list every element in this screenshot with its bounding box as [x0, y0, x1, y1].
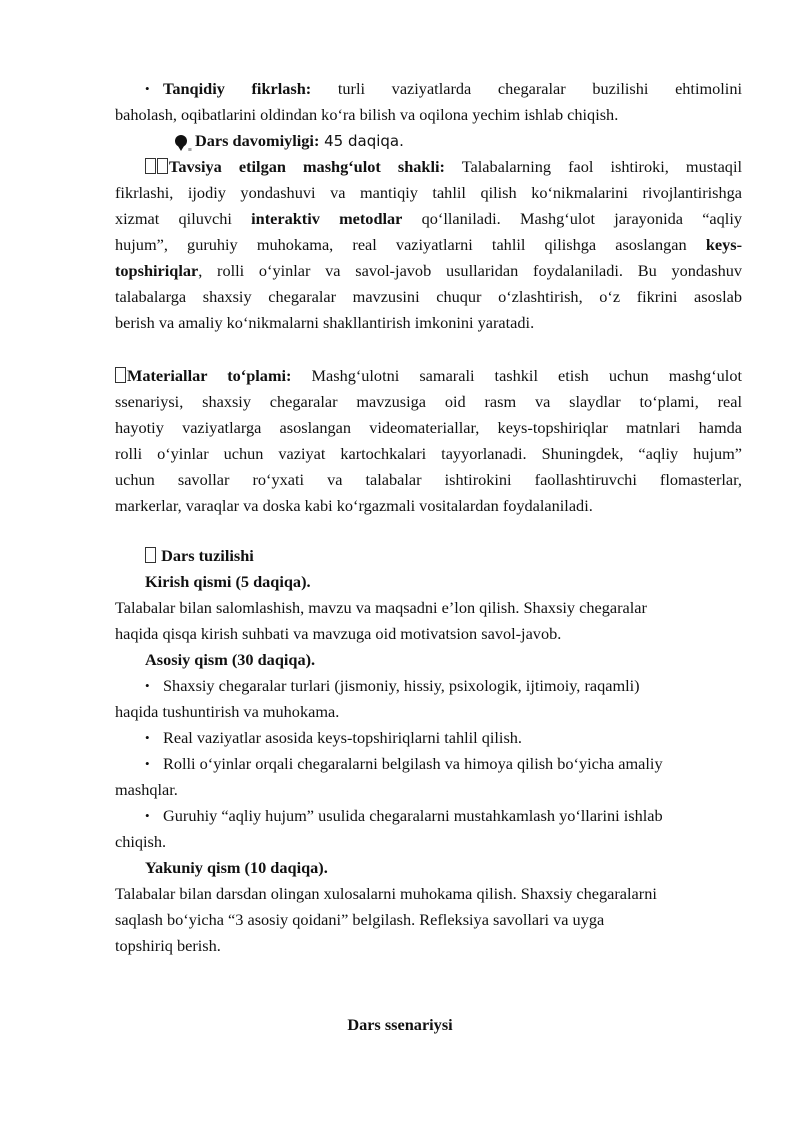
dars-davomiyligi-line	[145, 128, 772, 154]
yakuniy-heading: Yakuniy qism (10 daqiqa).	[145, 858, 328, 877]
missing-glyph-icon	[157, 158, 168, 174]
list-item: • Real vaziyatlar asosida keys-topshiriqlarni tahlil qilish.	[115, 725, 742, 751]
kirish-heading: Kirish qismi (5 daqiqa).	[145, 572, 311, 591]
bullet-icon: •	[145, 81, 150, 96]
tanqidiy-text-2: baholash, oqibatlarini oldindan ko‘ra bilish va oqilona yechim ishlab chiqish.	[115, 105, 619, 124]
missing-glyph-icon	[145, 547, 156, 563]
list-item: • Rolli o‘yinlar orqali chegaralarni belgilash va himoya qilish bo‘yicha amaliy	[115, 751, 742, 777]
tuzilish-heading: Dars tuzilishi	[115, 543, 742, 569]
materiallar-label: Materiallar to‘plami:	[127, 366, 292, 385]
bullet-icon: •	[145, 730, 150, 745]
dars-tuzilishi-section: Dars tuzilishi Kirish qismi (5 daqiqa). Talabalar bilan salomlashish, mavzu va maqsadni e’lon qilish. Shaxsiy chegaralar haqida qisqa kirish suhbati va mavzuga oid motivatsion savol-javob. Asosiy qism (30 daqiqa). • Shaxsiy chegaralar turlari (jismoniy, hissiy, psixologik, ijtimoiy, raqamli) haqida tushuntirish va muhokama. • Real vaziyatlar asosida keys-topshiriqlarni tahlil qilish. • Rolli o‘yinlar orqali chegaralarni belgilash va himoya qilish bo‘yicha amaliy mashqlar. • Guruhiy “aqliy hujum” usulida chegaralarni mustahkamlash yo‘llarini ishlab chiqish. Yakuniy qism (10 daqiqa). Talabalar bilan darsdan olingan xulosalarni muhokama qilish. Shaxsiy chegaralarni saqlash bo‘yicha “3 asosiy qoidani” belgilash. Refleksiya savollari va uyga topshiriq berish.	[115, 543, 742, 959]
bullet-icon: •	[145, 678, 150, 693]
tavsiya-label: Tavsiya etilgan mashg‘ulot shakli:	[169, 157, 445, 176]
davomiylik-label: Dars davomiyligi:	[195, 131, 320, 150]
list-item: • Shaxsiy chegaralar turlari (jismoniy, hissiy, psixologik, ijtimoiy, raqamli)	[115, 673, 742, 699]
list-item: • Guruhiy “aqliy hujum” usulida chegaralarni mustahkamlash yo‘llarini ishlab	[115, 803, 742, 829]
missing-glyph-icon	[115, 367, 126, 383]
asosiy-heading: Asosiy qism (30 daqiqa).	[145, 650, 316, 669]
tanqidiy-label: Tanqidiy fikrlash:	[163, 79, 312, 98]
tanqidiy-fikrlash-paragraph	[115, 76, 742, 128]
tavsiya-paragraph: Tavsiya etilgan mashg‘ulot shakli: Talabalarning faol ishtiroki, mustaqil fikrlashi, ijodiy yondashuvi va mantiqiy tahlil qilish ko‘nikmalarini rivojlantirishga xizmat qiluvchi interaktiv metodlar qo‘llaniladi. Mashg‘ulot jarayonida “aqliy hujum”, guruhiy muhokama, real vaziyatlarni tahlil qilishga asoslangan keys- topshiriqlar, rolli o‘yinlar va savol-javob usullaridan foydalaniladi. Bu yondashuv talabalarga shaxsiy chegaralar mavzusini chuqur o‘zlashtirish, o‘z fikrini asoslab berish va amaliy ko‘nikmalarni shakllantirish imkonini yaratadi.	[115, 157, 742, 332]
materiallar-paragraph: Materiallar to‘plami: Mashg‘ulotni samarali tashkil etish uchun mashg‘ulot ssenariysi, shaxsiy chegaralar mavzusiga oid rasm va slaydlar to‘plami, real hayotiy vaziyatlarga asoslangan videomateriallar, keys-topshiriqlar matnlari hamda rolli o‘yinlar uchun vaziyat kartochkalari tayyorlanadi. Shuningdek, “aqliy hujum” uchun savollar ro‘yxati va talabalar ishtirokini faollashtiruvchi flomasterlar, markerlar, varaqlar va doska kabi ko‘rgazmali vositalardan foydalaniladi.	[115, 366, 742, 515]
bullet-icon: •	[145, 808, 150, 823]
speech-bubble-icon: ≡	[175, 135, 187, 147]
bullet-icon: •	[145, 756, 150, 771]
davomiylik-value: 45 daqiqa.	[319, 132, 404, 150]
dars-ssenariysi-heading: Dars ssenariysi	[347, 1015, 453, 1034]
tanqidiy-text-1: turli vaziyatlarda chegaralar buzilishi ehtimolini	[311, 79, 742, 98]
missing-glyph-icon	[145, 158, 156, 174]
